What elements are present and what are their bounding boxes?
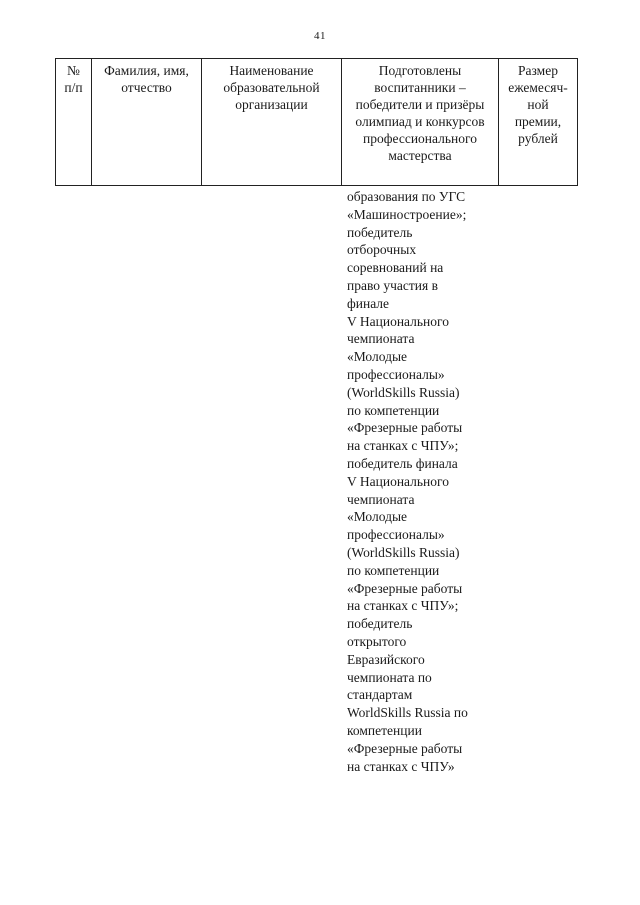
continuation-line: «Молодые [347, 349, 408, 365]
table-header-row [56, 59, 578, 186]
continuation-line: на станках с ЧПУ»; [347, 598, 459, 614]
header-line: п/п [64, 80, 83, 95]
continuation-line: V Национального [347, 313, 449, 329]
continuation-line: на станках с ЧПУ»; [347, 438, 459, 454]
continuation-line: по компетенции [347, 562, 440, 578]
continuation-line: образования по УГС [347, 189, 466, 204]
header-line: организации [235, 97, 308, 112]
continuation-line: стандартам [347, 687, 413, 703]
column-header-full-name [92, 59, 202, 186]
continuation-line: «Молодые [347, 509, 408, 525]
header-line: Подготовлены [378, 63, 462, 78]
header-line: ежемесяч- [508, 80, 568, 95]
header-line: Фамилия, имя, [104, 63, 189, 78]
header-line: профессионального [363, 131, 477, 146]
continuation-line: WorldSkills Russia по [347, 705, 468, 721]
continuation-line: «Фрезерные работы [347, 740, 463, 756]
page-number: 41 [314, 30, 326, 42]
header-line: воспитанники – [374, 80, 466, 95]
continuation-line: компетенции [347, 722, 422, 738]
continuation-line: отборочных [347, 242, 417, 258]
continuation-line: «Машиностроение»; [347, 206, 467, 222]
continuation-line: Евразийского [347, 651, 425, 667]
continuation-line: чемпионата [347, 491, 415, 507]
continuation-line: «Фрезерные работы [347, 580, 463, 596]
header-line: премии, [514, 114, 562, 129]
continuation-line: (WorldSkills Russia) [347, 544, 460, 560]
continuation-line: чемпионата [347, 331, 415, 347]
header-line: победители и призёры [355, 97, 485, 112]
continuation-line: профессионалы» [347, 527, 445, 543]
column-header-bonus [499, 59, 578, 186]
header-line: Размер [518, 63, 558, 78]
continuation-line: победитель [347, 616, 413, 632]
continuation-line: «Фрезерные работы [347, 420, 463, 436]
header-line: № [67, 63, 80, 78]
header-line: мастерства [388, 148, 452, 163]
column-header-organization [202, 59, 342, 186]
continuation-line: профессионалы» [347, 366, 445, 382]
column-header-prepared [342, 59, 499, 186]
continuation-line: чемпионата по [347, 669, 432, 685]
continuation-line: (WorldSkills Russia) [347, 384, 460, 400]
continuation-line: по компетенции [347, 402, 440, 418]
column-header-number [56, 59, 92, 186]
continuation-line: право участия в [347, 277, 438, 293]
header-line: олимпиад и конкурсов [355, 114, 485, 129]
continuation-line: на станках с ЧПУ» [347, 758, 455, 774]
header-line: Наименование [229, 63, 314, 78]
table-header [55, 58, 578, 186]
continuation-line: V Национального [347, 473, 449, 489]
continuation-line: победитель [347, 224, 413, 240]
header-line: образовательной [223, 80, 320, 95]
continuation-line: соревнований на [347, 260, 444, 276]
prepared-column-continuation [347, 188, 507, 775]
header-line: отчество [121, 80, 172, 95]
continuation-line: победитель финала [347, 455, 458, 471]
continuation-line: открытого [347, 633, 407, 649]
continuation-line: финале [347, 295, 390, 311]
header-line: рублей [518, 131, 558, 146]
header-line: ной [527, 97, 549, 112]
